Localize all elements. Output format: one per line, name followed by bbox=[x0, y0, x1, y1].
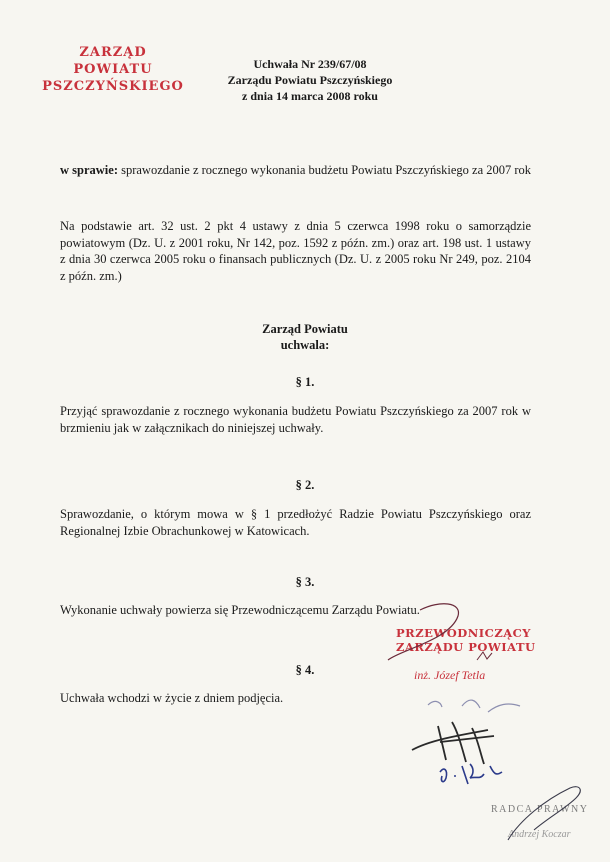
board-verb: uchwala: bbox=[280, 338, 330, 352]
chairman-name: inż. Józef Tetla bbox=[414, 668, 486, 682]
chairman-stamp-line-2: ZARZĄDU POWIATU bbox=[396, 640, 536, 654]
chairman-signature-loop bbox=[388, 604, 458, 660]
section-3-heading: § 3. bbox=[295, 575, 315, 589]
section-2-text: Sprawozdanie, o którym mowa w § 1 przedłożyć Radzie Powiatu Pszczyńskiego oraz Regionalnej Izbie Obrachunkowej w Katowicach. bbox=[60, 507, 531, 538]
subject-label: w sprawie: bbox=[60, 163, 118, 177]
resolution-issuer: Zarządu Powiatu Pszczyńskiego bbox=[227, 73, 393, 87]
legal-counsel-name: Andrzej Koczar bbox=[508, 829, 571, 840]
legal-counsel-signature bbox=[508, 787, 580, 840]
section-2-heading: § 2. bbox=[295, 478, 315, 492]
stamp-line-1: ZARZĄD POWIATU bbox=[73, 45, 153, 77]
chairman-initials bbox=[477, 652, 492, 660]
legal-basis: Na podstawie art. 32 ust. 2 pkt 4 ustawy z dnia 5 czerwca 1998 roku o samorządzie powiatowym (Dz. U. z 2001 roku, Nr 142, poz. 1592 z późn. zm.) oraz art. 198 ust. 1 ustawy z dnia 30 czerwca 2005 roku o finansach publicznych (Dz. U. z 2005 roku Nr 249, poz. 2104 z późn. zm.) bbox=[60, 219, 531, 283]
resolution-title: Uchwała Nr 239/67/08 bbox=[253, 57, 367, 71]
resolution-date: z dnia 14 marca 2008 roku bbox=[242, 89, 378, 103]
section-4-text: Uchwała wchodzi w życie z dniem podjęcia. bbox=[60, 691, 284, 705]
subject-text: sprawozdanie z rocznego wykonania budżetu Powiatu Pszczyńskiego za 2007 rok bbox=[117, 163, 532, 177]
member-signature-2 bbox=[412, 722, 494, 764]
section-4-heading: § 4. bbox=[295, 663, 315, 677]
member-signature-3 bbox=[440, 764, 502, 784]
section-1-heading: § 1. bbox=[295, 375, 315, 389]
section-3-text: Wykonanie uchwały powierza się Przewodniczącemu Zarządu Powiatu. bbox=[60, 603, 420, 617]
legal-counsel-stamp: RADCA PRAWNY bbox=[491, 804, 589, 815]
section-1-text: Przyjąć sprawozdanie z rocznego wykonania budżetu Powiatu Pszczyńskiego za 2007 rok w brzmieniu jak w załącznikach do niniejszej uchwały. bbox=[60, 404, 531, 435]
stamp-line-2: PSZCZYŃSKIEGO bbox=[42, 79, 184, 94]
member-signature-1 bbox=[428, 700, 520, 712]
chairman-stamp-line-1: PRZEWODNICZĄCY bbox=[396, 626, 531, 640]
board-name: Zarząd Powiatu bbox=[262, 322, 348, 336]
